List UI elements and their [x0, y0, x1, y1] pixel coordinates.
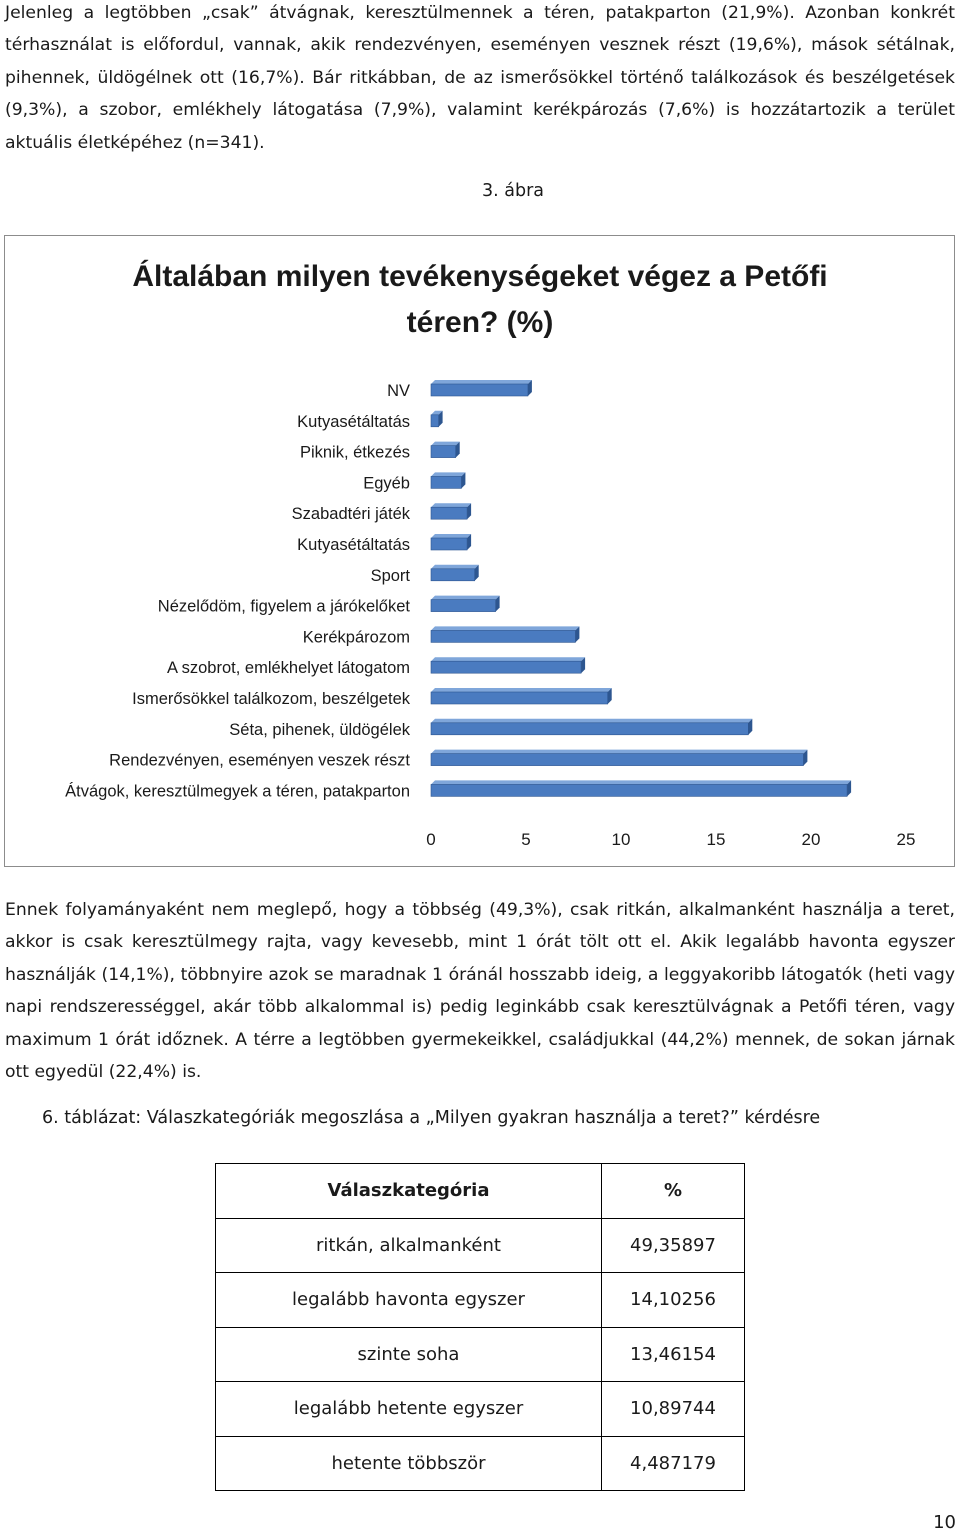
x-tick-label: 5 [521, 830, 531, 849]
category-label: A szobrot, emlékhelyet látogatom [166, 659, 410, 678]
bar-top-face [431, 626, 579, 630]
table-header-row [216, 1164, 745, 1219]
table-cell-percent: 14,10256 [602, 1273, 745, 1328]
bar [431, 538, 467, 550]
bar [431, 784, 847, 796]
bar [431, 569, 475, 581]
bar [431, 600, 496, 612]
frequency-table [215, 1163, 745, 1491]
bar-top-face [431, 503, 471, 507]
bar [431, 630, 575, 642]
bar [431, 754, 803, 766]
category-label: Kerékpározom [302, 628, 410, 647]
bar-top-face [431, 442, 460, 446]
category-label: Rendezvényen, eseményen veszek részt [109, 751, 410, 770]
category-label: Szabadtéri játék [291, 505, 410, 524]
bar-top-face [431, 596, 500, 600]
x-tick-label: 15 [706, 830, 726, 849]
figure-caption: 3. ábra [481, 181, 544, 201]
table-cell-category: hetente többször [216, 1436, 602, 1491]
table-cell-category: legalább havonta egyszer [216, 1273, 602, 1328]
bar [431, 661, 581, 673]
category-label: Kutyasétáltatás [297, 536, 410, 554]
chart-title-line-1: Általában milyen tevékenységeket végez a Petőfi [132, 260, 828, 293]
bar [431, 692, 608, 704]
x-tick-label: 0 [426, 830, 436, 849]
category-label: Séta, pihenek, üldögélek [229, 720, 410, 739]
table-row [216, 1382, 745, 1437]
bar [431, 507, 467, 519]
bar-top-face [431, 688, 612, 692]
table-cell-percent: 4,487179 [602, 1436, 745, 1491]
category-label: NV [387, 382, 410, 400]
bar-top-face [431, 472, 465, 476]
category-label: Átvágok, keresztülmegyek a téren, patakparton [65, 782, 410, 801]
table-cell-percent: 10,89744 [602, 1382, 745, 1437]
table-row [216, 1436, 745, 1491]
bar-top-face [431, 380, 532, 384]
category-label: Kutyasétáltatás [297, 412, 410, 431]
table-row [216, 1273, 745, 1328]
x-tick-label: 20 [801, 830, 821, 849]
bar [431, 723, 748, 735]
table-cell-category: ritkán, alkalmanként [216, 1218, 602, 1273]
body-paragraph: Ennek folyamányaként nem meglepő, hogy a többség (49,3%), csak ritkán, alkalmanként használja a teret, akkor is csak keresztülmegy rajta, vagy kevesebb, mint 1 órát tölt ott el. Akik legalább havonta egyszer használják (14,1%), többnyire azok se maradnak 1 óránál hosszabb ideig, a leggyakoribb látogatók (heti vagy napi rendszerességgel, akár több alkalommal is) pedig leginkább csak keresztülvágnak a Petőfi téren, vagy maximum 1 órát időznek. A térre a legtöbben gyermekeikkel, családjukkal (44,2%) mennek, de sokan járnak ott egyedül (22,4%) is. [5, 900, 955, 1083]
category-label: Ismerősökkel találkozom, beszélgetek [132, 690, 410, 708]
x-tick-label: 25 [896, 830, 916, 849]
table-cell-percent: 13,46154 [602, 1327, 745, 1382]
table-caption: 6. táblázat: Válaszkategóriák megoszlása a „Milyen gyakran használja a teret?” kérdésre [42, 1108, 821, 1128]
bar [431, 415, 439, 427]
table-header-percent: % [602, 1164, 745, 1219]
category-label: Piknik, étkezés [299, 443, 410, 462]
intro-paragraph: Jelenleg a legtöbben „csak” átvágnak, keresztülmennek a téren, patakparton (21,9%). Azonban konkrét térhasználat is előfordul, vannak, akik rendezvényen, eseményen vesznek részt (19,6%), mások sétálnak, pihennek, üldögélnek ott (16,7%). Bár ritkábban, de az ismerősökkel történő találkozások és beszélgetések (9,3%), a szobor, emlékhely látogatása (7,9%), valamint kerékpározás (7,6%) is hozzátartozik a terület aktuális életképéhez (n=341). [5, 3, 955, 153]
bar [431, 446, 456, 458]
bar-top-face [431, 534, 471, 538]
page-number: 10 [933, 1512, 956, 1533]
bar-top-face [431, 780, 851, 784]
category-label: Egyéb [363, 474, 410, 493]
bar [431, 384, 528, 396]
table-row [216, 1218, 745, 1273]
category-label: Nézelődöm, figyelem a járókelőket [157, 597, 410, 616]
table-cell-percent: 49,35897 [602, 1218, 745, 1273]
x-tick-label: 10 [611, 830, 631, 849]
bar-top-face [431, 657, 585, 661]
table-row [216, 1327, 745, 1382]
table-cell-category: legalább hetente egyszer [216, 1382, 602, 1437]
bar-top-face [431, 750, 807, 754]
table-cell-category: szinte soha [216, 1327, 602, 1382]
bar [431, 476, 461, 488]
table-header-category: Válaszkategória [216, 1164, 602, 1219]
bar-top-face [431, 719, 752, 723]
chart-title-line-2: téren? (%) [406, 306, 554, 339]
category-label: Sport [370, 566, 410, 585]
bar-top-face [431, 565, 479, 569]
